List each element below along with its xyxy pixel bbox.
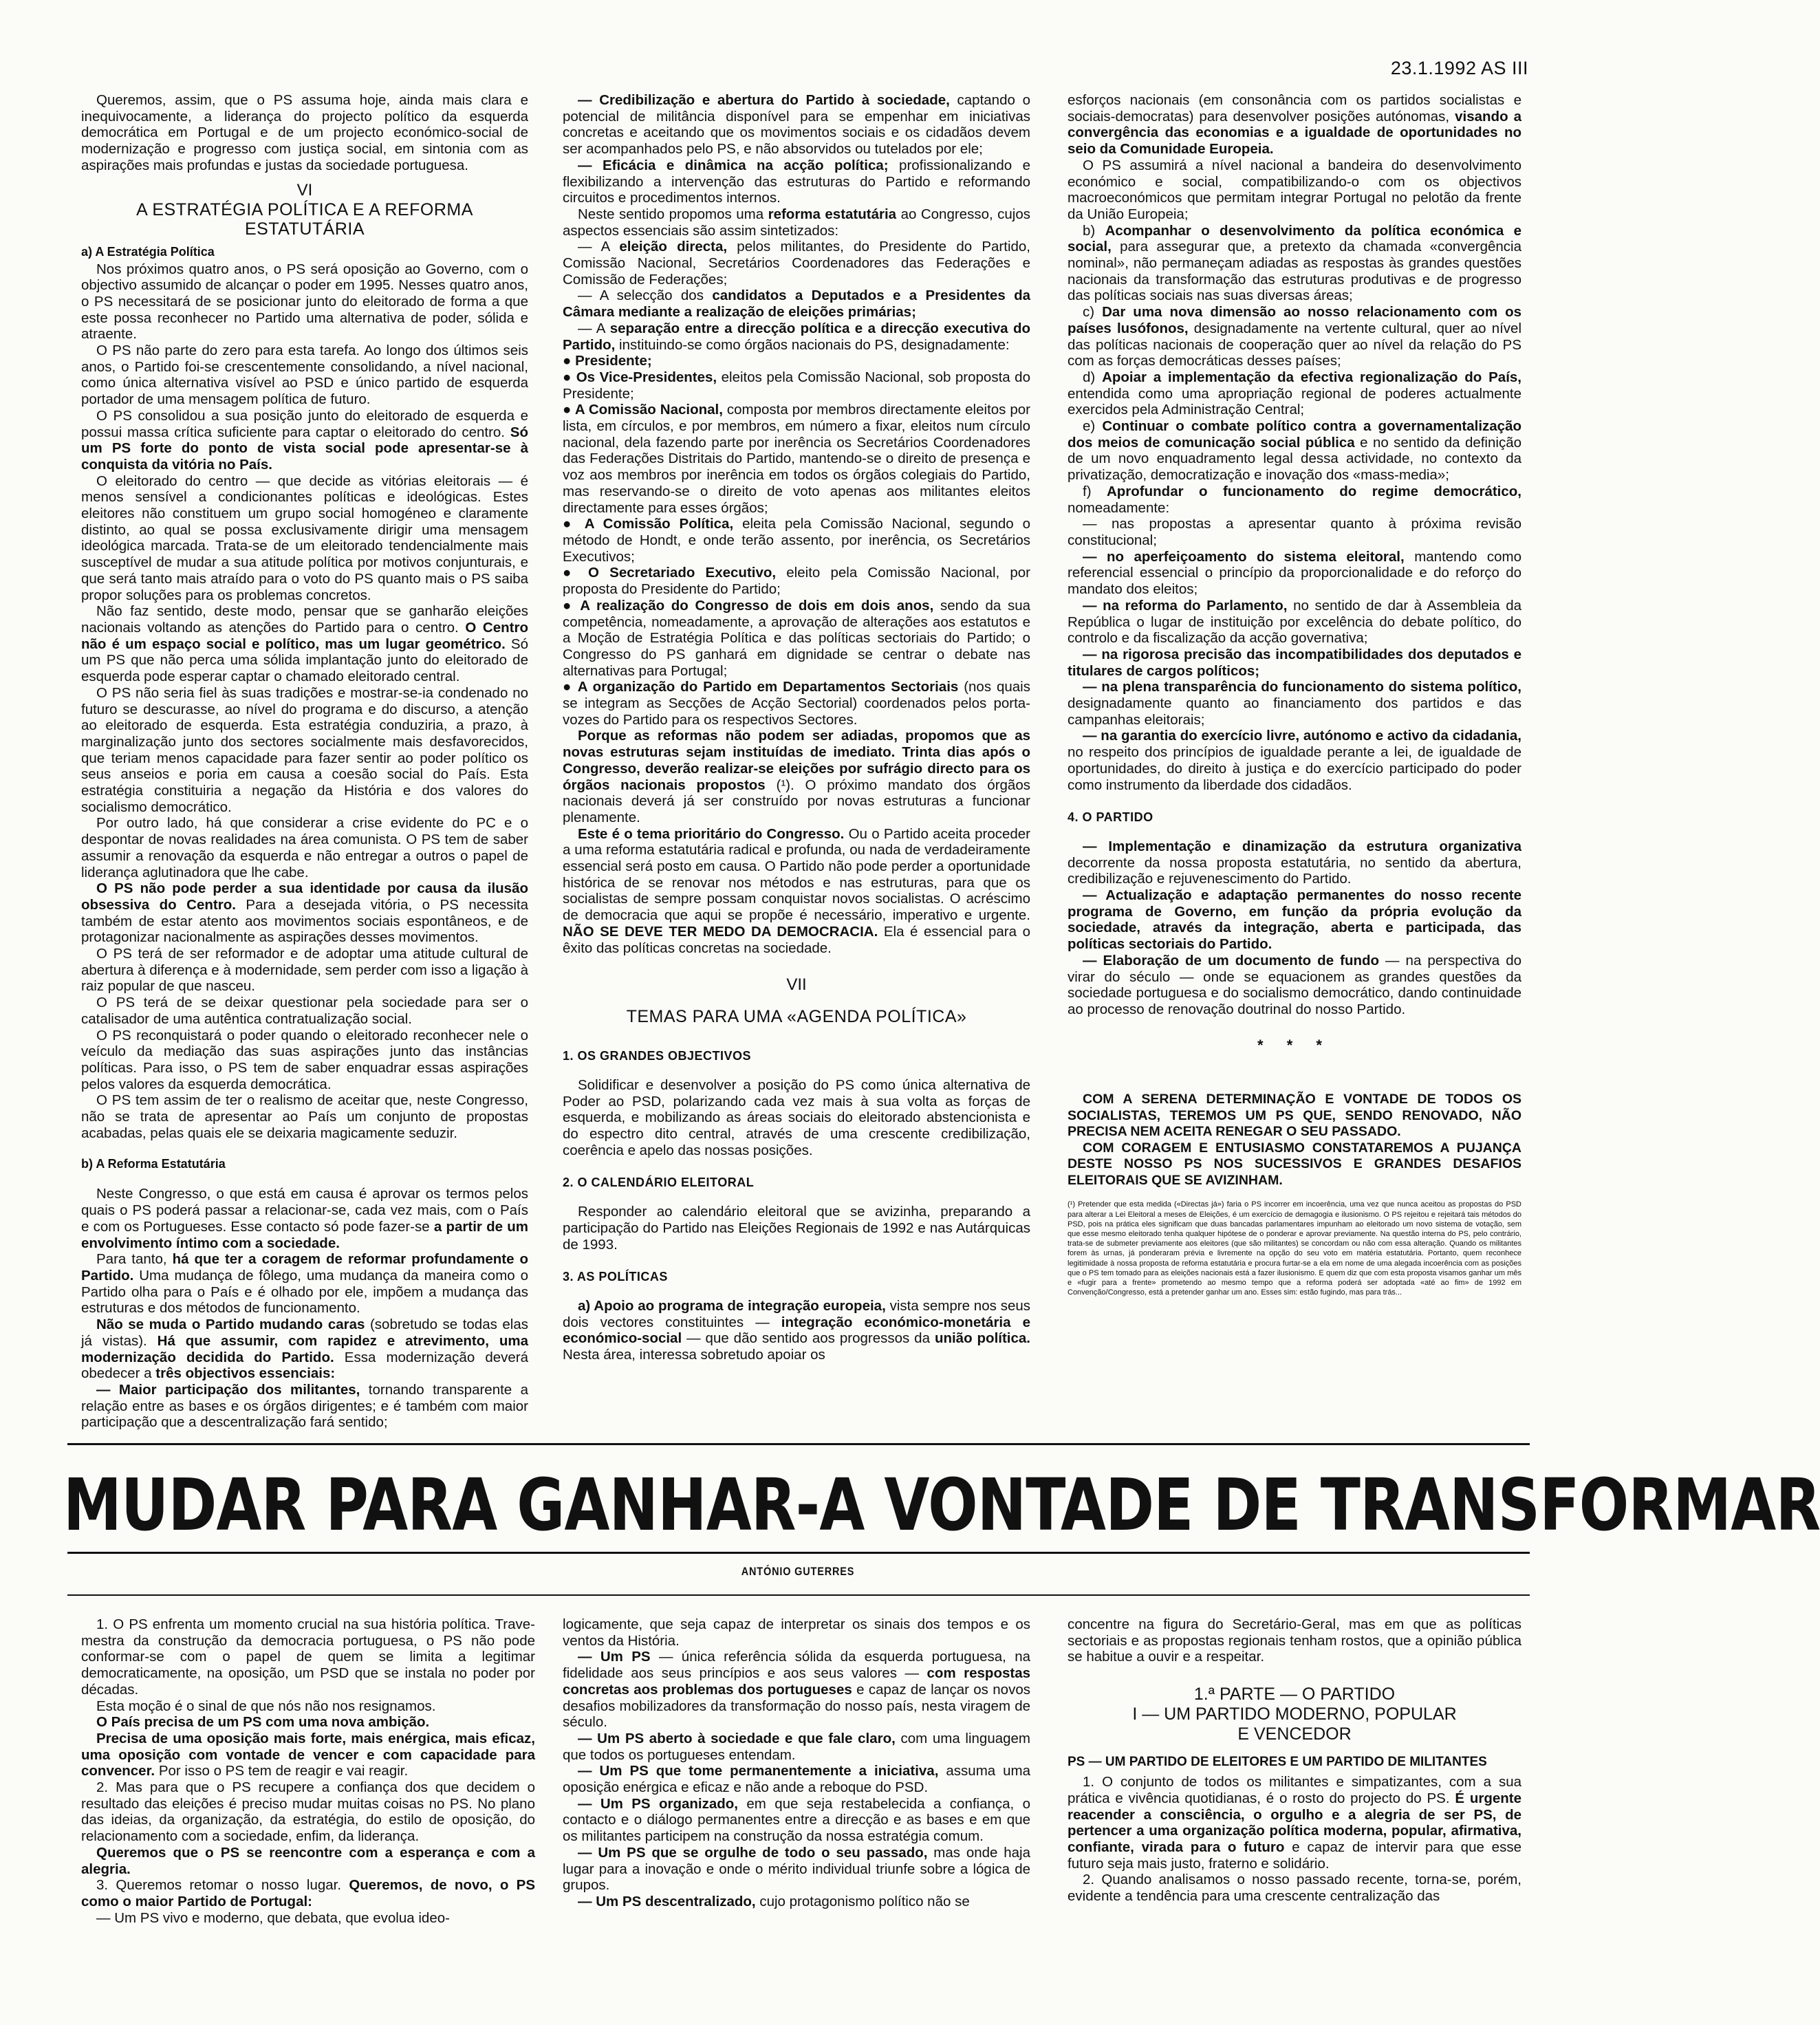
part-heading: E VENCEDOR [1237, 1724, 1352, 1744]
lower-column-3 [1068, 1616, 1521, 1905]
col3-paragraph: — no aperfeiçoamento do sistema eleitoral, mantendo como referencial essencial o princípio da proporcionalidade e do reforço do mandato dos eleitos; [1068, 548, 1521, 598]
col2-paragraph: a) Apoio ao programa de integração europeia, vista sempre nos seus dois vectores constituintes — integração económico-monetária e económico-social — que dão sentido aos progressos da união política. Nesta área, interessa sobretudo apoiar os [563, 1298, 1031, 1363]
subheading-reforma: b) A Reforma Estatutária [81, 1157, 226, 1171]
col3-paragraph: O PS assumirá a nível nacional a bandeira do desenvolvimento económico e social, compatibilizando-o com os objectivos macroeconómicos que permitam integrar Portugal no pelotão da frente da União Europeia; [1068, 157, 1521, 222]
lower-paragraph: — Um PS que tome permanentemente a iniciativa, assuma uma oposição enérgica e eficaz e não ande a reboque do PSD. [563, 1763, 1031, 1796]
headline-top-rule [67, 1443, 1530, 1445]
col1-paragraph: O PS tem assim de ter o realismo de aceitar que, neste Congresso, não se trata de apresentar ao País um conjunto de propostas acabadas, pelas quais ele se deixaria magicamente seduzir. [81, 1092, 528, 1141]
col1-paragraph: O PS consolidou a sua posição junto do eleitorado de esquerda e possui massa crítica suficiente para captar o eleitorado do centro. Só um PS forte do ponto de vista social pode apresentar-se à conquista da vitória no País. [81, 407, 528, 473]
col3-paragraph: — na reforma do Parlamento, no sentido de dar à Assembleia da República o lugar de instituição por excelência do debate político, do controlo e da fiscalização da acção governativa; [1068, 597, 1521, 647]
organ-bullet: ● A Comissão Política, eleita pela Comissão Nacional, segundo o método de Hondt, e onde terão assento, por inerência, os Secretários Executivos; [563, 516, 1030, 565]
col2-paragraph: — Eficácia e dinâmica na acção política; profissionalizando e flexibilizando a intervenção das estruturas do Partido e reformando circuitos e procedimentos internos. [563, 157, 1030, 206]
lower-paragraph: 2. Mas para que o PS recupere a confiança dos que decidem o resultado das eleições é preciso mudar muitas coisas no PS. No plano das ideias, da organização, da estratégia, do estilo de oposição, do relacionamento com a sociedade, enfim, da liderança. [81, 1779, 535, 1845]
lower-column-2 [563, 1616, 1030, 1910]
col3-paragraph: — na rigorosa precisão das incompatibilidades dos deputados e titulares de cargos políticos; [1068, 646, 1521, 679]
col1-paragraph: O PS não pode perder a sua identidade por causa da ilusão obsessiva do Centro. Para a desejada vitória, o PS necessita também de estar atento aos movimentos sociais espontâneos, e de protagonizar nacionalmente as aspirações desses movimentos. [81, 880, 528, 946]
col1-paragraph: Para tanto, há que ter a coragem de reformar profundamente o Partido. Uma mudança de fôlego, uma mudança da maneira como o Partido olha para o País e é olhado por ele, impõem a mudança das estruturas e dos métodos de funcionamento. [81, 1251, 528, 1317]
subheading-ps-partido: PS — UM PARTIDO DE ELEITORES E UM PARTIDO DE MILITANTES [1068, 1755, 1487, 1770]
section-separator-stars: * * * [1257, 1036, 1332, 1054]
lower-paragraph: Precisa de uma oposição mais forte, mais enérgica, mais eficaz, uma oposição com vontade de vencer e com capacidade para convencer. Por isso o PS tem de reagir e vai reagir. [81, 1730, 535, 1779]
section-vi-title: A ESTRATÉGIA POLÍTICA E A REFORMA ESTATUTÁRIA [136, 199, 473, 239]
lower-paragraph: — Um PS que se orgulhe de todo o seu passado, mas onde haja lugar para a inovação e onde o mérito individual triunfe sobre a lógica de grupos. [563, 1844, 1031, 1894]
col1-paragraph: O PS não seria fiel às suas tradições e mostrar-se-ia condenado no futuro se descurasse, ao nível do programa e do discurso, a atenção ao eleitorado de esquerda. Esta estratégia conduziria, a prazo, à marginalização junto dos sectores socialmente mais desfavorecidos, que teriam menos capacidade para fazer sentir ao poder político os seus anseios e poria em causa a coesão social do País. Esta estratégia constituiria a negação da História e dos valores do socialismo democrático. [81, 684, 528, 815]
col1-paragraph: Nos próximos quatro anos, o PS será oposição ao Governo, com o objectivo assumido de alcançar o poder em 1995. Nesses quatro anos, o PS necessitará de se posicionar junto do eleitorado de forma a que este possa reconhecer no Partido uma alternativa de poder, sólida e atraente. [81, 261, 528, 343]
col3-paragraph: — nas propostas a apresentar quanto à próxima revisão constitucional; [1068, 516, 1521, 548]
section-vi-number: VI [296, 180, 313, 199]
organ-bullet: ● O Secretariado Executivo, eleito pela Comissão Nacional, por proposta do Presidente do Partido; [563, 565, 1030, 598]
organ-bullet: ● Presidente; [563, 353, 652, 369]
part-heading: 1.ª PARTE — O PARTIDO [1193, 1685, 1396, 1704]
organ-bullet: ● A organização do Partido em Departamentos Sectoriais (nos quais se integram as Secções de Acção Sectorial) coordenados pelos porta-vozes do Partido para os respectivos Sectores. [563, 679, 1030, 728]
part-heading: I — UM PARTIDO MODERNO, POPULAR [1132, 1704, 1457, 1724]
col1-paragraph: Não se muda o Partido mudando caras (sobretudo se todas elas já vistas). Há que assumir, com rapidez e atrevimento, uma modernização decidida do Partido. Essa modernização deverá obedecer a três objectivos essenciais: [81, 1317, 529, 1382]
lower-paragraph: 1. O conjunto de todos os militantes e simpatizantes, com a sua prática e vivência quotidianas, é o rosto do projecto do PS. É urgente reacender a consciência, o orgulho e a alegria de ser PS, de pertencer a uma organização política moderna, popular, afirmativa, confiante, virada para o futuro e capaz de intervir para que esse futuro seja mais justo, fraterno e solidário. [1068, 1774, 1521, 1872]
lower-paragraph: — Um PS aberto à sociedade e que fale claro, com uma linguagem que todos os portugueses entendam. [563, 1730, 1031, 1763]
col2-paragraph: — A selecção dos candidatos a Deputados e a Presidentes da Câmara mediante a realização de eleições primárias; [563, 288, 1030, 321]
col1-intro: Queremos, assim, que o PS assuma hoje, ainda mais clara e inequivocamente, a liderança do projecto político da esquerda democrática em Portugal e de um projecto económico-social de modernização e progresso com justiça social, em sintonia com as aspirações mais profundas e justas da sociedade portuguesa. [81, 92, 528, 173]
lower-paragraph: Esta moção é o sinal de que nós não nos resignamos. [96, 1698, 436, 1714]
heading-calendario: 2. O CALENDÁRIO ELEITORAL [563, 1176, 755, 1190]
lower-paragraph: — Um PS organizado, em que seja restabelecida a confiança, o contacto e o diálogo permanentes entre a direcção e as bases e em que os militantes participem na construção da nossa estratégia comum. [563, 1795, 1031, 1845]
col2-paragraph: Porque as reformas não podem ser adiadas, propomos que as novas estruturas sejam instituídas de imediato. Trinta dias após o Congresso, deverão realizar-se eleições por sufrágio directo para os órgãos nacionais propostos (¹). O próximo mandato dos órgãos nacionais deverá já ser construído por novas estruturas a funcionar plenamente. [563, 728, 1030, 825]
col3-paragraph: f) Aprofundar o funcionamento do regime democrático, nomeadamente: [1068, 483, 1521, 516]
column-2 [563, 92, 1030, 1363]
col3-paragraph: e) Continuar o combate político contra a governamentalização dos meios de comunicação social pública e no sentido da definição de um novo enquadramento legal dessa actividade, no contexto da privatização, democratização e inovação dos «mass-media»; [1068, 418, 1521, 484]
col1-paragraph: Neste Congresso, o que está em causa é aprovar os termos pelos quais o PS poderá passar a relacionar-se, cada vez mais, com o País e com os Portugueses. Esse contacto só pode fazer-se a partir de um envolvimento íntimo com a sociedade. [81, 1186, 528, 1251]
col2-paragraph: Responder ao calendário eleitoral que se avizinha, preparando a participação do Partido nas Eleições Regionais de 1992 e nas Autárquicas de 1993. [563, 1204, 1030, 1253]
col1-paragraph: — Maior participação dos militantes, tornando transparente a relação entre as bases e os órgãos dirigentes; e é também com maior participação que a descentralização fará sentido; [81, 1381, 529, 1431]
lower-paragraph: Queremos que o PS se reencontre com a esperança e com a alegria. [81, 1844, 535, 1877]
col2-paragraph: Este é o tema prioritário do Congresso. Ou o Partido aceita proceder a uma reforma estatutária radical e profunda, ou nada de verdadeiramente essencial será posto em causa. O Partido não pode perder a oportunidade histórica de se renovar nos métodos e nas estruturas, para que os socialistas de sempre possam conquistar novos socialistas. O acréscimo de democracia que aqui se propõe é necessário, imperativo e urgente. NÃO SE DEVE TER MEDO DA DEMOCRACIA. Ela é essencial para o êxito das políticas concretas na sociedade. [563, 825, 1030, 956]
col2-paragraph: Neste sentido propomos uma reforma estatutária ao Congresso, cujos aspectos essenciais são assim sintetizados: [563, 206, 1031, 239]
col3-paragraph: — na plena transparência do funcionamento do sistema político, designadamente quanto ao financiamento dos partidos e das campanhas eleitorais; [1068, 679, 1521, 728]
col3-paragraph: d) Apoiar a implementação da efectiva regionalização do País, entendida como uma apropriação regional de poderes actualmente exercidos pela Administração Central; [1068, 369, 1521, 418]
lower-paragraph: — Um PS descentralizado, cujo protagonismo político não se [578, 1893, 970, 1909]
col3-paragraph: c) Dar uma nova dimensão ao nosso relacionamento com os países lusófonos, designadamente na vertente cultural, quer ao nível das políticas nacionais de cooperação quer ao nível da relação do PS com as forças democráticas desses países; [1068, 304, 1522, 369]
column-1 [81, 92, 528, 1431]
lower-paragraph: — Um PS — única referência sólida da esquerda portuguesa, na fidelidade aos seus princípios e aos seus valores — com respostas concretas aos problemas dos portugueses e capaz de lançar os novos desafios mobilizadores da transformação do nosso país, nesta viragem de século. [563, 1649, 1030, 1731]
col1-paragraph: O PS terá de ser reformador e de adoptar uma atitude cultural de abertura à diferença e à modernidade, sem perder com isso a ligação à raiz popular de que nasceu. [81, 946, 528, 995]
organ-bullet: ● A Comissão Nacional, composta por membros directamente eleitos por lista, em círculos, e por membros, em número a fixar, eleitos num círculo nacional, dela fazendo parte por inerência os Secretários Coordenadores das Federações Distritais do Partido, mantendo-se o direito de presença e voz aos membros por inerência em todos os órgãos colegiais do Partido, mas reservando-se o direito de voto apenas aos militantes eleitos directamente para esses órgãos; [563, 402, 1031, 516]
col1-paragraph: O PS não parte do zero para esta tarefa. Ao longo dos últimos seis anos, o Partido foi-se crescentemente consolidando, a nível nacional, como única alternativa visível ao PSD e único partido de esquerda portador de uma mensagem política de futuro. [81, 343, 528, 408]
col1-paragraph: O PS reconquistará o poder quando o eleitorado reconhecer nele o veículo da mediação das suas aspirações junto das instâncias políticas. Para isso, o PS tem de saber enquadrar essas aspirações pelos valores da esquerda democrática. [81, 1027, 528, 1092]
heading-grandes-objectivos: 1. OS GRANDES OBJECTIVOS [563, 1049, 752, 1063]
author-byline: ANTÓNIO GUTERRES [741, 1565, 855, 1578]
closing-paragraph: COM CORAGEM E ENTUSIASMO CONSTATAREMOS A PUJANÇA DESTE NOSSO PS NOS SUCESSIVOS E GRANDES DESAFIOS ELEITORAIS QUE SE AVIZINHAM. [1068, 1140, 1521, 1188]
heading-partido: 4. O PARTIDO [1068, 810, 1153, 825]
col2-paragraph: Solidificar e desenvolver a posição do PS como única alternativa de Poder ao PSD, polarizando cada vez mais à sua volta as forças de esquerda, e mobilizando as áreas sociais do eleitorado abstencionista e do espectro dito central, através de uma crescente credibilização, coerência e apelo das nossas posições. [563, 1076, 1030, 1158]
col2-paragraph: — Credibilização e abertura do Partido à sociedade, captando o potencial de militância disponível para se empenhar em iniciativas concretas e aceitando que os movimentos sociais e os cidadãos devem ser acompanhados pelo PS, e não absorvidos ou tutelados por ele; [563, 92, 1030, 158]
col1-paragraph: Não faz sentido, deste modo, pensar que se ganharão eleições nacionais voltando as atenções do Partido para o centro. O Centro não é um espaço social e político, mas um lugar geométrico. Só um PS que não perca uma sólida implantação junto do eleitorado de esquerda pode esperar captar o chamado eleitorado central. [81, 603, 528, 685]
lower-column-1 [81, 1616, 535, 1926]
col3-paragraph: b) Acompanhar o desenvolvimento da política económica e social, para assegurar que, a pretexto da chamada «convergência nominal», não permaneçam adiadas as respostas às grandes questões nacionais da transformação das estruturas produtivas e de progresso das políticas sociais nas suas diversas áreas; [1068, 222, 1522, 304]
organ-bullet: ● A realização do Congresso de dois em dois anos, sendo da sua competência, nomeadamente, a aprovação de alterações aos estatutos e a Moção de Estratégia Política e das políticas sectoriais do Partido; o Congresso do PS ganhará em dignidade se centrar o debate nas alternativas para Portugal; [563, 597, 1030, 679]
page-header-date: 23.1.1992 AS III [1390, 58, 1528, 78]
headline-bottom-rule [67, 1552, 1530, 1554]
footnote: (¹) Pretender que esta medida («Directas já») faria o PS incorrer em incoerência, uma vez que nunca aceitou as propostas do PSD para alterar a Lei Eleitoral a meses de Eleições, é um exercício de demagogia e ilusionismo. O PS rejeitou e rejeitará tais métodos do PSD, pois na prática eles significam que duas bancadas parlamentares impunham ao eleitorado um novo sistema de votação, sem que esse mesmo eleitorado tenha qualquer hipótese de o ponderar e aprovar previamente. Na questão interna do PS, pelo contrário, trata-se de submeter previamente aos eleitores (que são militantes) se concordam ou não com essa alteração. Quando os militantes forem às urnas, já ponderaram prévia e livremente na opção do seu voto em matéria estatutária. Portanto, quem reconhece legitimidade à nossa proposta de reforma estatutária e procura furtar-se a ela em nome de uma alegada incoerência com as posições que o PS tem tomado para as eleições nacionais está a fazer ilusionismo. E quem diz que com esta proposta visamos ganhar um mês e «fugir para a frente» prometendo ao mesmo tempo que a reforma poderá ser adoptada «até ao fim» de 1992 em Convenção/Congresso, está a pretender ganhar um ano. Esses sim: estão fugindo, mas para trás... [1068, 1200, 1521, 1297]
lower-paragraph: 1. O PS enfrenta um momento crucial na sua história política. Trave-mestra da construção da democracia portuguesa, o PS não pode conformar-se com o papel de quem se limita a legitimar democraticamente, na oposição, um PSD que se instala no poder por décadas. [81, 1616, 535, 1698]
lower-paragraph: — Um PS vivo e moderno, que debata, que evolua ideo- [96, 1909, 450, 1926]
section-vii-title: TEMAS PARA UMA «AGENDA POLÍTICA» [626, 1007, 967, 1027]
organ-bullet: ● Os Vice-Presidentes, eleitos pela Comissão Nacional, sob proposta do Presidente; [563, 369, 1030, 402]
article-headline: MUDAR PARA GANHAR-A VONTADE DE TRANSFORMAR [63, 1463, 1820, 1547]
col1-paragraph: O eleitorado do centro — que decide as vitórias eleitorais — é menos sensível a condicionantes políticas e ideológicas. Estes eleitores não constituem um grupo social homogéneo e claramente distinto, ao qual se possa exclusivamente dirigir uma mensagem ideológica marcada. Trata-se de um eleitorado tendencialmente mais susceptível de mudar a sua atitude política por motivos conjunturais, e que será tanto mais atraído para o voto do PS quanto mais o PS saiba propor soluções para os problemas concretos. [81, 473, 528, 603]
subheading-estrategia: a) A Estratégia Política [81, 244, 215, 259]
lower-paragraph: logicamente, que seja capaz de interpretar os sinais dos tempos e os ventos da História. [563, 1616, 1030, 1649]
lower-paragraph: 3. Queremos retomar o nosso lugar. Queremos, de novo, o PS como o maior Partido de Portugal: [81, 1877, 535, 1909]
col3-paragraph: esforços nacionais (em consonância com os partidos socialistas e sociais-democratas) para desenvolver posições autónomas, visando a convergência das economias e a igualdade de oportunidades no seio da Comunidade Europeia. [1068, 92, 1522, 158]
col3-paragraph: — Actualização e adaptação permanentes do nosso recente programa de Governo, em função da própria evolução da sociedade, através da integração, aberta e participada, das políticas sectoriais do Partido. [1068, 887, 1521, 953]
section-vii-number: VII [786, 975, 807, 995]
lower-paragraph: concentre na figura do Secretário-Geral, mas em que as políticas sectoriais e as propostas regionais tenham rostos, que a opinião pública se habitue a ouvir e a respeitar. [1068, 1616, 1521, 1665]
col3-paragraph: — Implementação e dinamização da estrutura organizativa decorrente da nossa proposta estatutária, no sentido da abertura, credibilização e rejuvenescimento do Partido. [1068, 838, 1521, 887]
col1-paragraph: O PS terá de se deixar questionar pela sociedade para ser o catalisador de uma autêntica contratualização social. [81, 995, 528, 1027]
byline-rule [67, 1594, 1530, 1596]
column-3 [1068, 92, 1521, 1297]
lower-paragraph: 2. Quando analisamos o nosso passado recente, torna-se, porém, evidente a tendência para uma crescente centralização das [1068, 1872, 1521, 1905]
closing-statement [1068, 1092, 1521, 1189]
lower-paragraph: O País precisa de um PS com uma nova ambição. [96, 1714, 430, 1731]
col1-paragraph: Por outro lado, há que considerar a crise evidente do PC e o despontar de novas realidades na área comunista. O PS tem de saber assumir a renovação da esquerda e não entregar a outros o papel de liderança aglutinadora que lhe cabe. [81, 815, 528, 880]
col3-paragraph: — Elaboração de um documento de fundo — na perspectiva do virar do século — onde se equacionem as grandes questões da sociedade portuguesa e do socialismo democrático, dando continuidade ao processo de renovação doutrinal do nosso Partido. [1068, 952, 1521, 1017]
col3-paragraph: — na garantia do exercício livre, autónomo e activo da cidadania, no respeito dos princípios de igualdade perante a lei, de igualdade de oportunidades, do direito à justiça e do exercício participado do poder como instrumento da liberdade dos cidadãos. [1068, 728, 1521, 793]
heading-politicas: 3. AS POLÍTICAS [563, 1270, 668, 1284]
col2-paragraph: — A separação entre a direcção política e a direcção executiva do Partido, instituindo-se como órgãos nacionais do PS, designadamente: [563, 320, 1031, 353]
col2-paragraph: — A eleição directa, pelos militantes, do Presidente do Partido, Comissão Nacional, Secretários Coordenadores das Federações e Comissão de Federações; [563, 239, 1030, 288]
closing-paragraph: COM A SERENA DETERMINAÇÃO E VONTADE DE TODOS OS SOCIALISTAS, TEREMOS UM PS QUE, SENDO RENOVADO, NÃO PRECISA NEM ACEITA RENEGAR O SEU PASSADO. [1068, 1092, 1521, 1140]
